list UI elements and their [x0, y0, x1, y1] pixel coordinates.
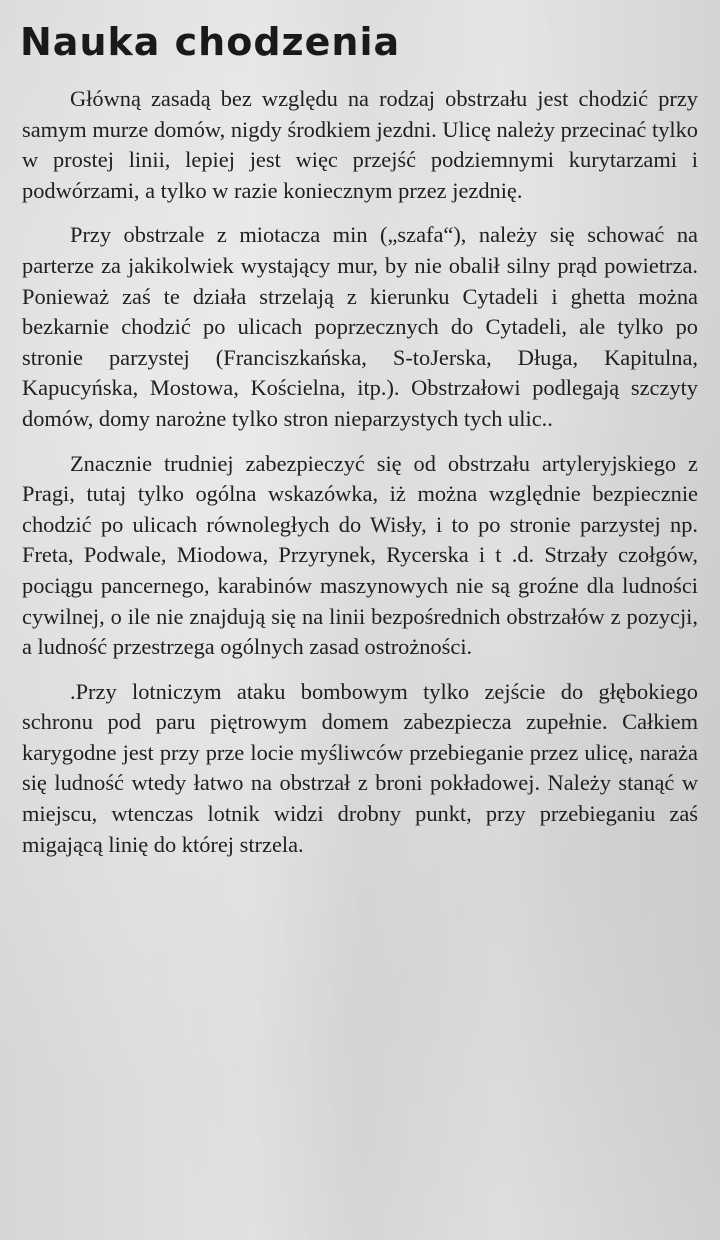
paragraph-mortar-fire: Przy obstrzale z miotacza min („szafa“), należy się schować na parterze za jakikolwiek wystający mur, by nie obalił silny prąd powietrza. Ponieważ zaś te działa strzelają z kierunku Cytadeli i ghetta można bezkarnie chodzić po ulicach poprzecznych do Cytadeli, ale tylko po stronie parzystej (Franciszkańska, S-toJerska, Długa, Kapitulna, Kapucyńska, Mostowa, Kościelna, itp.). Obstrzałowi podlegają szczyty domów, domy narożne tylko stron nieparzystych tych ulic..	[22, 222, 698, 431]
article-title: Nauka chodzenia	[20, 20, 401, 64]
article-body	[22, 84, 698, 874]
paragraph-walking-rules: Główną zasadą bez względu na rodzaj obstrzału jest chodzić przy samym murze domów, nigdy środkiem jezdni. Ulicę należy przecinać tylko w prostej linii, lepiej jest więc przejść podziemnymi kurytarzami i podwórzami, a tylko w razie koniecznym przez jezdnię.	[22, 86, 698, 203]
paragraph-air-attack: .Przy lotniczym ataku bombowym tylko zejście do głębokiego schronu pod paru piętrowym domem zabezpiecza zupełnie. Całkiem karygodne jest przy prze locie myśliwców przebieganie przez ulicę, naraża się ludność wtedy łatwo na obstrzał z broni pokładowej. Należy stanąć w miejscu, wtenczas lotnik widzi drobny punkt, przy przebieganiu zaś migającą linię do której strzela.	[22, 678, 698, 857]
paragraph-artillery-praga: Znacznie trudniej zabezpieczyć się od obstrzału artyleryjskiego z Pragi, tutaj tylko ogólna wskazówka, iż można względnie bezpiecznie chodzić po ulicach równoległych do Wisły, i to po stronie parzystej np. Freta, Podwale, Miodowa, Przyrynek, Rycerska i t .d. Strzały czołgów, pociągu pancernego, karabinów maszynowych nie są groźne dla ludności cywilnej, o ile nie znajdują się na linii bezpośrednich obstrzałów z pozycji, a ludność przestrzega ogólnych zasad ostrożności.	[22, 450, 698, 660]
